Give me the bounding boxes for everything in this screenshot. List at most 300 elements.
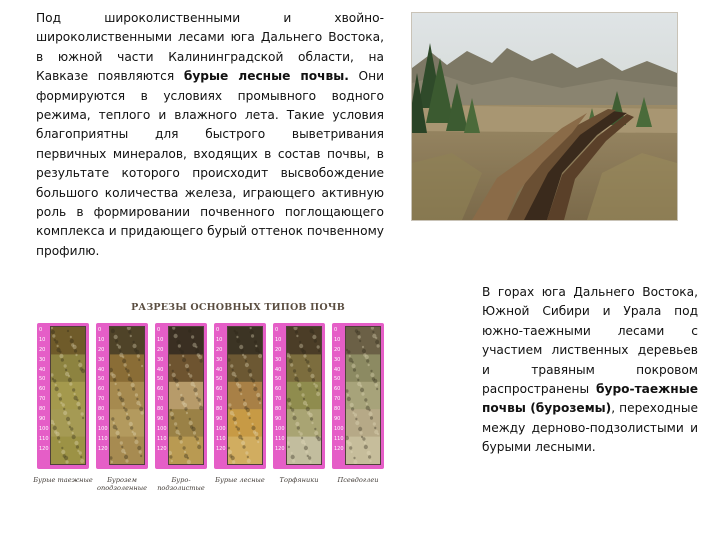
- texture-speck: [307, 455, 309, 457]
- texture-speck: [191, 379, 193, 381]
- texture-speck: [67, 330, 69, 332]
- texture-speck: [140, 455, 142, 457]
- depth-tick: 60: [216, 386, 223, 393]
- texture-speck: [76, 445, 79, 448]
- depth-tick: 80: [275, 406, 282, 413]
- texture-speck: [254, 340, 257, 343]
- texture-speck: [301, 348, 304, 351]
- depth-tick: 110: [334, 435, 344, 442]
- texture-speck: [200, 359, 203, 362]
- texture-speck: [292, 459, 295, 462]
- texture-speck: [188, 373, 190, 375]
- texture-speck: [130, 426, 133, 429]
- texture-speck: [172, 373, 176, 377]
- depth-tick: 30: [334, 356, 341, 363]
- depth-tick: 30: [98, 356, 105, 363]
- texture-speck: [305, 450, 308, 453]
- depth-tick: 20: [275, 346, 282, 353]
- depth-tick: 120: [157, 445, 167, 452]
- texture-speck: [351, 364, 355, 368]
- texture-speck: [180, 397, 184, 401]
- texture-speck: [255, 348, 259, 352]
- texture-speck: [189, 418, 191, 420]
- texture-speck: [251, 423, 253, 425]
- texture-speck: [72, 432, 74, 434]
- texture-speck: [132, 341, 134, 343]
- texture-speck: [184, 407, 187, 410]
- texture-speck: [235, 426, 237, 428]
- texture-speck: [122, 402, 125, 405]
- texture-speck: [232, 369, 234, 371]
- texture-speck: [139, 450, 142, 453]
- texture-speck: [245, 360, 247, 362]
- texture-speck: [179, 349, 181, 351]
- texture-speck: [250, 330, 254, 334]
- texture-speck: [316, 392, 320, 396]
- texture-speck: [135, 393, 138, 396]
- depth-tick: 70: [98, 396, 105, 403]
- texture-speck: [349, 446, 352, 449]
- texture-speck: [229, 454, 232, 457]
- texture-speck: [236, 382, 239, 385]
- texture-speck: [314, 431, 318, 435]
- texture-speck: [65, 372, 69, 376]
- depth-tick: 70: [334, 396, 341, 403]
- texture-speck: [370, 416, 373, 419]
- depth-tick: 100: [275, 425, 285, 432]
- texture-speck: [364, 445, 368, 449]
- soil-profiles-figure: [33, 296, 443, 510]
- left-text-block: [36, 9, 384, 261]
- texture-speck: [124, 455, 128, 459]
- texture-speck: [180, 394, 182, 396]
- texture-speck: [295, 330, 298, 333]
- texture-speck: [55, 387, 59, 391]
- texture-speck: [259, 402, 261, 404]
- texture-speck: [138, 359, 140, 361]
- texture-speck: [373, 422, 376, 425]
- soil-profile-label: Бурые таежные: [33, 476, 93, 484]
- texture-speck: [241, 349, 244, 352]
- texture-speck: [63, 408, 65, 410]
- texture-speck: [240, 393, 242, 395]
- texture-speck: [359, 340, 361, 342]
- texture-speck: [54, 430, 57, 433]
- texture-speck: [297, 383, 301, 387]
- texture-speck: [310, 417, 313, 420]
- depth-tick: 100: [39, 425, 49, 432]
- texture-speck: [313, 383, 315, 385]
- texture-speck: [136, 398, 138, 400]
- texture-speck: [358, 335, 361, 338]
- texture-speck: [51, 330, 55, 334]
- texture-speck: [61, 450, 65, 454]
- soil-column: [168, 326, 204, 465]
- depth-tick: 90: [98, 416, 105, 423]
- texture-speck: [171, 416, 174, 419]
- texture-speck: [132, 344, 136, 348]
- depth-tick: 50: [157, 376, 164, 383]
- soil-profile-1: [37, 323, 89, 469]
- texture-speck: [119, 396, 122, 399]
- texture-speck: [70, 339, 74, 343]
- depth-tick: 10: [334, 336, 341, 343]
- texture-speck: [303, 398, 305, 400]
- texture-speck: [199, 403, 201, 405]
- texture-speck: [258, 397, 261, 400]
- texture-speck: [353, 460, 357, 464]
- texture-speck: [56, 345, 58, 347]
- soil-trench-photo-image: [412, 13, 677, 220]
- texture-speck: [296, 335, 298, 337]
- texture-speck: [294, 377, 298, 381]
- texture-speck: [193, 388, 197, 392]
- texture-speck: [238, 432, 240, 434]
- texture-speck: [361, 392, 364, 395]
- texture-speck: [117, 392, 121, 396]
- texture-speck: [59, 397, 62, 400]
- texture-speck: [294, 374, 296, 376]
- texture-speck: [52, 334, 55, 337]
- texture-speck: [129, 422, 133, 426]
- texture-speck: [69, 426, 71, 428]
- texture-speck: [245, 363, 249, 367]
- depth-tick: 0: [216, 327, 220, 333]
- texture-speck: [303, 354, 306, 357]
- texture-speck: [366, 406, 370, 410]
- texture-speck: [248, 369, 252, 373]
- texture-speck: [189, 421, 193, 425]
- texture-speck: [128, 330, 131, 333]
- texture-speck: [175, 427, 177, 429]
- texture-speck: [54, 339, 56, 341]
- texture-speck: [360, 431, 363, 434]
- texture-speck: [134, 348, 137, 351]
- texture-speck: [116, 344, 118, 346]
- texture-speck: [242, 445, 245, 448]
- texture-speck: [57, 393, 61, 397]
- texture-speck: [81, 412, 84, 415]
- depth-tick: 120: [334, 445, 344, 452]
- soil-profile-5: [273, 323, 325, 469]
- texture-speck: [111, 461, 113, 463]
- texture-speck: [70, 336, 72, 338]
- soil-profile-label: Псевдоглеи: [337, 476, 379, 484]
- texture-speck: [68, 378, 72, 382]
- texture-speck: [370, 370, 372, 372]
- texture-speck: [117, 389, 119, 391]
- texture-speck: [74, 349, 77, 352]
- texture-speck: [318, 350, 320, 352]
- texture-speck: [356, 374, 359, 377]
- texture-speck: [122, 359, 126, 363]
- texture-speck: [306, 407, 310, 411]
- texture-speck: [249, 373, 252, 376]
- texture-speck: [312, 378, 315, 381]
- texture-speck: [119, 353, 123, 357]
- depth-scale: [39, 326, 48, 465]
- texture-speck: [312, 335, 316, 339]
- texture-speck: [193, 431, 196, 434]
- soil-profile-2: [96, 323, 148, 469]
- texture-speck: [175, 430, 179, 434]
- depth-tick: 40: [334, 366, 341, 373]
- texture-speck: [176, 340, 180, 344]
- depth-tick: 20: [98, 346, 105, 353]
- texture-speck: [180, 440, 183, 443]
- texture-speck: [192, 343, 196, 347]
- texture-speck: [58, 441, 60, 443]
- texture-speck: [195, 392, 198, 395]
- texture-speck: [363, 353, 366, 356]
- soil-column: [109, 326, 145, 465]
- depth-tick: 110: [98, 435, 108, 442]
- texture-speck: [63, 454, 66, 457]
- depth-tick: 120: [275, 445, 285, 452]
- depth-tick: 20: [216, 346, 223, 353]
- texture-speck: [347, 397, 351, 401]
- texture-speck: [308, 368, 312, 372]
- depth-tick: 90: [157, 416, 164, 423]
- texture-speck: [244, 406, 247, 409]
- texture-speck: [69, 382, 72, 385]
- texture-speck: [121, 449, 125, 453]
- texture-speck: [370, 373, 374, 377]
- soil-horizon: [51, 437, 85, 464]
- texture-speck: [291, 452, 293, 454]
- texture-speck: [258, 354, 262, 358]
- texture-speck: [301, 437, 303, 439]
- depth-tick: 110: [216, 435, 226, 442]
- depth-tick: 40: [39, 366, 46, 373]
- texture-speck: [374, 427, 376, 429]
- texture-speck: [364, 442, 366, 444]
- soil-profile-6: [332, 323, 384, 469]
- texture-speck: [80, 456, 82, 458]
- depth-tick: 60: [157, 386, 164, 393]
- texture-speck: [65, 460, 68, 463]
- texture-speck: [301, 440, 305, 444]
- texture-speck: [76, 402, 80, 406]
- texture-speck: [131, 383, 135, 387]
- texture-speck: [125, 368, 127, 370]
- texture-speck: [194, 436, 196, 438]
- texture-speck: [287, 398, 291, 402]
- depth-tick: 20: [157, 346, 164, 353]
- texture-speck: [314, 428, 316, 430]
- texture-speck: [360, 388, 364, 392]
- texture-speck: [256, 436, 259, 439]
- depth-tick: 10: [39, 336, 46, 343]
- texture-speck: [128, 374, 130, 376]
- texture-speck: [139, 407, 143, 411]
- texture-speck: [78, 360, 80, 362]
- depth-tick: 100: [334, 425, 344, 432]
- texture-speck: [247, 412, 250, 415]
- depth-tick: 90: [275, 416, 282, 423]
- texture-speck: [351, 451, 353, 453]
- texture-speck: [67, 421, 70, 424]
- texture-speck: [182, 401, 185, 404]
- texture-speck: [78, 363, 82, 367]
- texture-speck: [172, 370, 174, 372]
- texture-speck: [72, 435, 76, 439]
- soil-profile-label: Бурозем оподзоленные: [97, 476, 147, 492]
- texture-speck: [111, 417, 114, 420]
- texture-speck: [314, 339, 317, 342]
- depth-tick: 100: [216, 425, 226, 432]
- texture-speck: [347, 394, 349, 396]
- texture-speck: [192, 340, 194, 342]
- texture-speck: [349, 355, 351, 357]
- depth-tick: 110: [157, 435, 167, 442]
- soil-column: [227, 326, 263, 465]
- texture-speck: [292, 413, 294, 415]
- texture-speck: [117, 435, 120, 438]
- texture-speck: [60, 402, 62, 404]
- soil-column: [50, 326, 86, 465]
- texture-speck: [290, 407, 292, 409]
- soil-figure-title: РАЗРЕЗЫ ОСНОВНЫХ ТИПОВ ПОЧВ: [131, 302, 345, 313]
- texture-speck: [130, 335, 132, 337]
- texture-speck: [80, 459, 84, 463]
- texture-speck: [316, 389, 318, 391]
- texture-speck: [368, 455, 371, 458]
- soil-trench-photo: [411, 12, 678, 221]
- depth-tick: 50: [275, 376, 282, 383]
- texture-speck: [372, 331, 374, 333]
- soil-profile-label: Бурые лесные: [215, 476, 265, 484]
- texture-speck: [367, 451, 371, 455]
- depth-tick: 90: [216, 416, 223, 423]
- texture-speck: [191, 382, 195, 386]
- texture-speck: [64, 364, 67, 367]
- texture-speck: [288, 402, 291, 405]
- texture-speck: [53, 426, 57, 430]
- texture-speck: [230, 408, 232, 410]
- texture-speck: [233, 330, 235, 332]
- right-text-bold-term: буро-таежные почвы (буроземы): [482, 382, 698, 416]
- depth-tick: 90: [334, 416, 341, 423]
- texture-speck: [132, 387, 135, 390]
- depth-tick: 120: [98, 445, 108, 452]
- texture-speck: [349, 358, 353, 362]
- texture-speck: [357, 379, 359, 381]
- texture-speck: [75, 354, 77, 356]
- texture-speck: [239, 388, 242, 391]
- texture-speck: [253, 387, 257, 391]
- soil-column: [345, 326, 381, 465]
- texture-speck: [196, 397, 198, 399]
- texture-speck: [74, 441, 78, 445]
- texture-speck: [56, 348, 60, 352]
- texture-speck: [234, 421, 237, 424]
- texture-speck: [78, 406, 81, 409]
- depth-tick: 10: [216, 336, 223, 343]
- texture-speck: [247, 459, 251, 463]
- right-text-part1: В горах юга Дальнего Востока, Южной Сибири и Урала под южно-таежными лесами с участием лиственных деревьев и травяным покровом распространены: [482, 285, 698, 397]
- texture-speck: [134, 437, 136, 439]
- depth-tick: 0: [275, 327, 279, 333]
- texture-speck: [362, 349, 366, 353]
- texture-speck: [351, 407, 354, 410]
- texture-speck: [295, 422, 299, 426]
- texture-speck: [120, 441, 123, 444]
- texture-speck: [136, 401, 140, 405]
- texture-speck: [355, 418, 357, 420]
- texture-speck: [184, 451, 186, 453]
- texture-speck: [188, 329, 191, 332]
- depth-scale: [275, 326, 284, 465]
- texture-speck: [375, 340, 379, 344]
- texture-speck: [178, 344, 181, 347]
- depth-tick: 100: [157, 425, 167, 432]
- texture-speck: [174, 422, 177, 425]
- texture-speck: [247, 456, 249, 458]
- texture-speck: [346, 440, 349, 443]
- depth-tick: 0: [334, 327, 338, 333]
- texture-speck: [377, 344, 380, 347]
- depth-tick: 60: [275, 386, 282, 393]
- texture-speck: [361, 436, 363, 438]
- texture-speck: [52, 378, 54, 380]
- texture-speck: [111, 329, 115, 333]
- texture-speck: [317, 345, 320, 348]
- texture-speck: [174, 334, 178, 338]
- texture-speck: [61, 358, 64, 361]
- texture-speck: [134, 440, 138, 444]
- texture-speck: [197, 445, 201, 449]
- texture-speck: [353, 368, 356, 371]
- texture-speck: [251, 334, 254, 337]
- texture-speck: [238, 435, 242, 439]
- soil-column: [286, 326, 322, 465]
- depth-tick: 50: [334, 376, 341, 383]
- texture-speck: [176, 383, 179, 386]
- depth-tick: 120: [39, 445, 49, 452]
- texture-speck: [177, 388, 179, 390]
- depth-tick: 80: [334, 406, 341, 413]
- texture-speck: [299, 387, 302, 390]
- texture-speck: [141, 411, 144, 414]
- depth-tick: 0: [157, 327, 161, 333]
- texture-speck: [376, 388, 378, 390]
- texture-speck: [228, 403, 231, 406]
- texture-speck: [301, 393, 304, 396]
- depth-tick: 60: [98, 386, 105, 393]
- texture-speck: [353, 457, 355, 459]
- texture-speck: [299, 341, 301, 343]
- texture-speck: [250, 378, 252, 380]
- texture-speck: [232, 372, 236, 376]
- texture-speck: [121, 446, 123, 448]
- texture-speck: [126, 413, 128, 415]
- texture-speck: [362, 346, 364, 348]
- texture-speck: [73, 396, 77, 400]
- left-text-part2: Они формируются в условиях промывного водного режима, теплого и влажного лета. Такие условия благоприятны для быстрого выветривания первичных минералов, входящих в состав почвы, в результате которого происходит высвобождение большого количества железа, играющего активную роль в формировании почвенного поглощающего комплекса и придающего бурый оттенок почвенному профилю.: [36, 69, 385, 258]
- texture-speck: [245, 451, 248, 454]
- texture-speck: [137, 354, 140, 357]
- texture-speck: [290, 363, 293, 366]
- depth-tick: 50: [98, 376, 105, 383]
- texture-speck: [375, 383, 378, 386]
- right-text-part2: , переходные между дерново-подзолистыми и бурыми лесными.: [482, 401, 698, 455]
- texture-speck: [368, 364, 370, 366]
- depth-tick: 80: [216, 406, 223, 413]
- depth-tick: 50: [216, 376, 223, 383]
- depth-tick: 30: [275, 356, 282, 363]
- soil-horizon: [287, 354, 321, 382]
